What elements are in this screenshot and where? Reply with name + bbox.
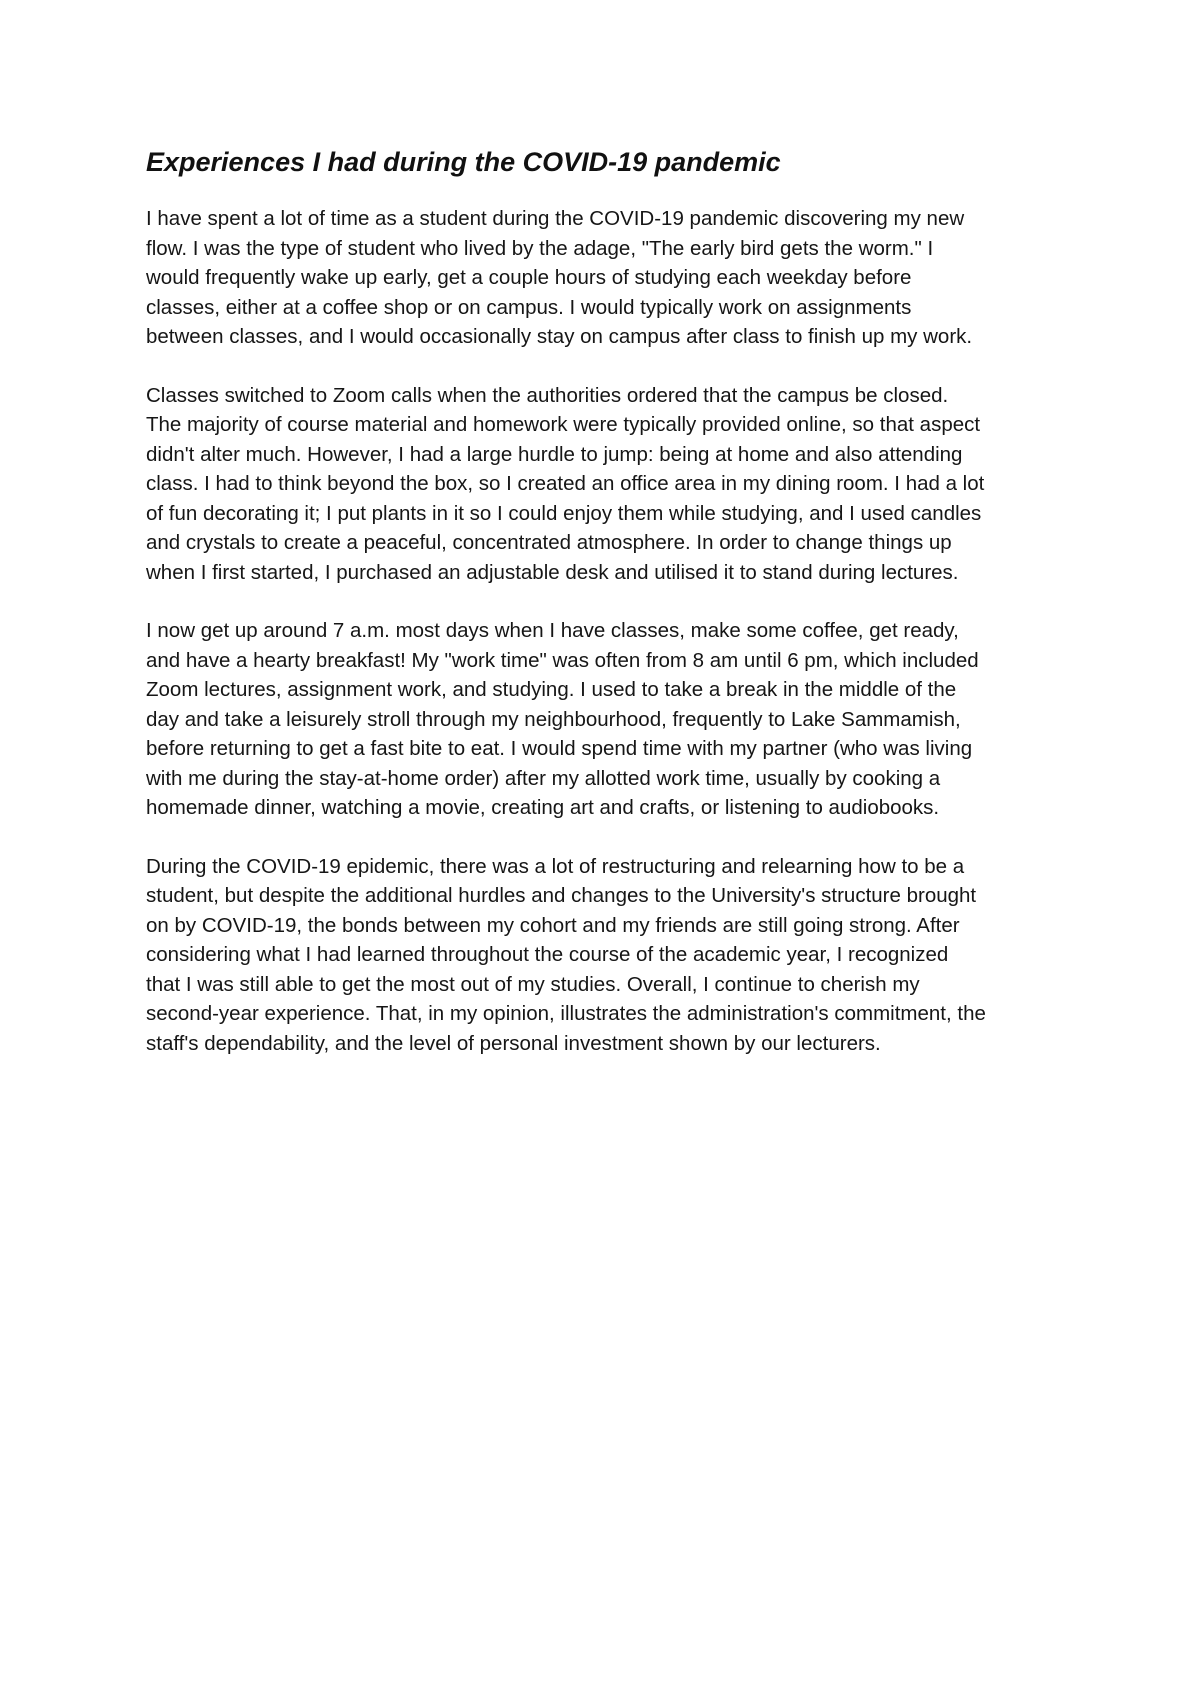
- paragraph-2: [146, 381, 1076, 588]
- text-line: day and take a leisurely stroll through my neighbourhood, frequently to Lake Sammamish,: [146, 707, 961, 731]
- text-line: class. I had to think beyond the box, so I created an office area in my dining room. I had a lot: [146, 472, 985, 495]
- text-line: and have a hearty breakfast! My "work time" was often from 8 am until 6 pm, which included: [146, 648, 979, 672]
- text-line: student, but despite the additional hurdles and changes to the University's structure brought: [146, 884, 977, 907]
- text-line: didn't alter much. However, I had a large hurdle to jump: being at home and also attending: [146, 442, 963, 466]
- text-line: staff's dependability, and the level of personal investment shown by our lecturers.: [146, 1031, 881, 1055]
- text-line: that I was still able to get the most out of my studies. Overall, I continue to cherish my: [146, 972, 920, 996]
- text-line: before returning to get a fast bite to eat. I would spend time with my partner (who was living: [146, 737, 973, 760]
- text-line: considering what I had learned throughout the course of the academic year, I recognized: [146, 943, 949, 966]
- text-line: and crystals to create a peaceful, concentrated atmosphere. In order to change things up: [146, 531, 952, 554]
- text-line: I now get up around 7 a.m. most days when I have classes, make some coffee, get ready,: [146, 619, 959, 642]
- text-line: The majority of course material and homework were typically provided online, so that aspect: [146, 413, 981, 436]
- text-line: on by COVID-19, the bonds between my cohort and my friends are still going strong. After: [146, 913, 960, 937]
- text-line: homemade dinner, watching a movie, creating art and crafts, or listening to audiobooks.: [146, 796, 940, 819]
- document-body: [146, 144, 1076, 1087]
- text-line: flow. I was the type of student who lived by the adage, "The early bird gets the worm." I: [146, 236, 934, 260]
- text-line: I have spent a lot of time as a student during the COVID-19 pandemic discovering my new: [146, 207, 965, 230]
- paragraph-4: [146, 852, 1076, 1059]
- document-title: Experiences I had during the COVID-19 pandemic: [146, 147, 781, 177]
- text-line: Classes switched to Zoom calls when the authorities ordered that the campus be closed.: [146, 383, 949, 407]
- text-line: Zoom lectures, assignment work, and studying. I used to take a break in the middle of the: [146, 678, 957, 701]
- text-line: with me during the stay-at-home order) after my allotted work time, usually by cooking a: [146, 766, 941, 790]
- text-line: During the COVID-19 epidemic, there was a lot of restructuring and relearning how to be a: [146, 854, 965, 878]
- text-line: between classes, and I would occasionally stay on campus after class to finish up my work.: [146, 325, 973, 348]
- text-line: classes, either at a coffee shop or on campus. I would typically work on assignments: [146, 295, 912, 319]
- paragraph-1: [146, 204, 1076, 352]
- text-line: would frequently wake up early, get a couple hours of studying each weekday before: [146, 266, 912, 289]
- text-line: second-year experience. That, in my opinion, illustrates the administration's commitment, the: [146, 1002, 986, 1025]
- paragraph-3: [146, 616, 1076, 823]
- text-line: when I first started, I purchased an adjustable desk and utilised it to stand during lectures.: [146, 560, 959, 584]
- text-line: of fun decorating it; I put plants in it so I could enjoy them while studying, and I used candles: [146, 501, 982, 525]
